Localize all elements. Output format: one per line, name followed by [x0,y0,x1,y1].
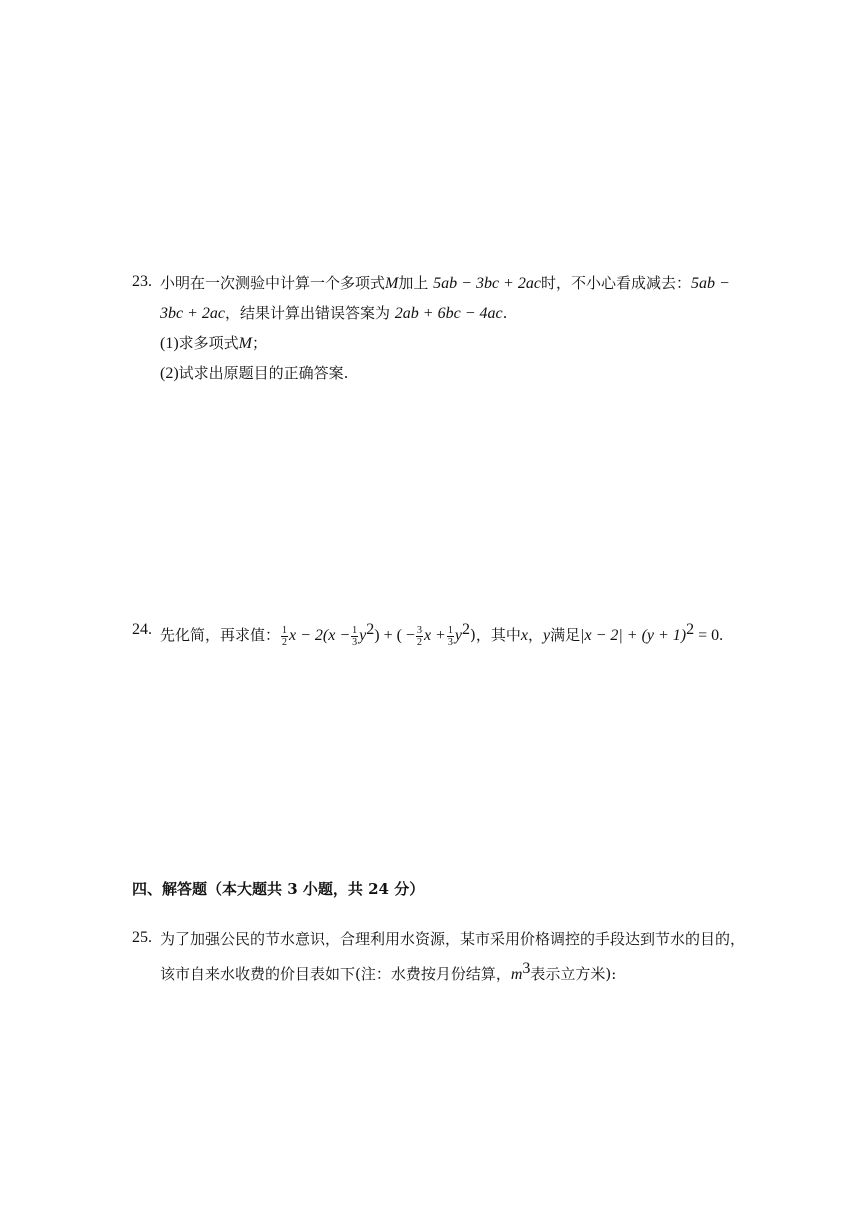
q23-part2: (2)试求出原题目的正确答案. [160,364,349,382]
q24-number: 24. [132,621,152,638]
fraction-3-2: $\frac{3}{2}$ [416,624,422,648]
fraction-1-3b: $\frac{1}{3}$ [447,624,453,648]
q25-number: 25. [132,929,152,946]
fraction-1-2: $\frac{1}{2}$ [282,624,288,648]
fraction-1-3: $\frac{1}{3}$ [352,624,358,648]
q25-line2: 该市自来水收费的价目表如下(注：水费按月份结算，$m^3$表示立方米): [160,960,617,983]
q23-number: 23. [132,273,152,290]
q25-line1: 为了加强公民的节水意识，合理利用水资源，某市采用价格调控的手段达到节水的目的， [160,930,746,948]
q23-part1: (1)求多项式M； [160,334,268,352]
section-heading: 四、解答题（本大题共 3 小题，共 24 分） [132,880,425,898]
q24-line: 先化简，再求值： $\frac{1}{2}$ x − 2(x − $\frac{1}{3}$ $y^2$) + ( − $\frac{3}{2}$ x + $\frac{1}{3}$ $y^2$)，其中x，y满足$|x - 2| + (y + 1)^2 = 0$. [160,621,724,648]
q23-line2: 3bc + 2ac，结果计算出错误答案为 2ab + 6bc − 4ac. [160,304,508,322]
q23-line1: 小明在一次测验中计算一个多项式M加上 5ab − 3bc + 2ac时，不小心看成减去：5ab − [160,274,730,292]
